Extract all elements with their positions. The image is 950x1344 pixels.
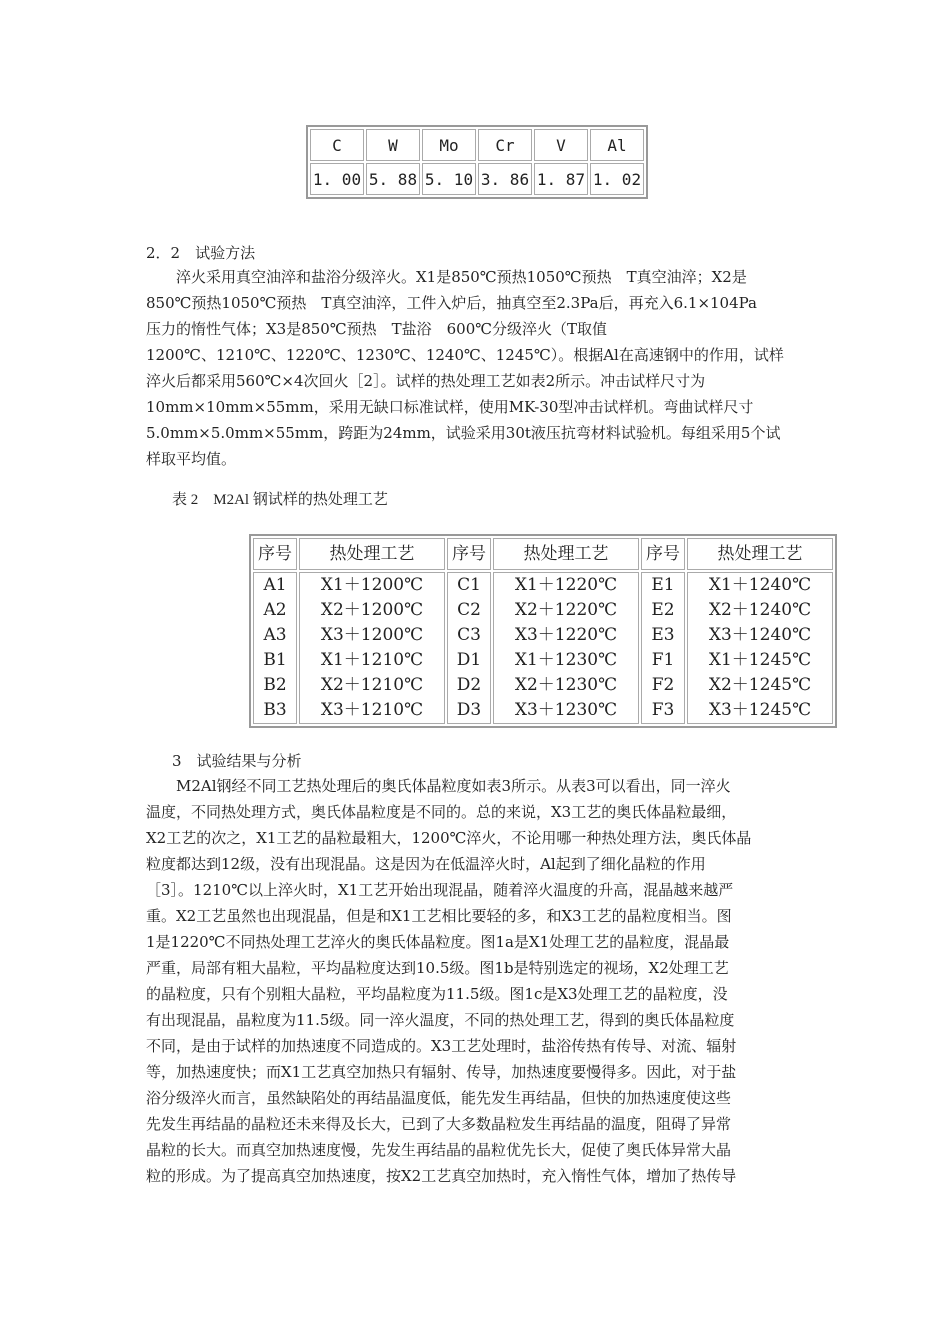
seq-cell: B1 xyxy=(263,650,287,670)
paragraph-line: 等，加热速度快；而X1工艺真空加热只有辐射、传导，加热速度要慢得多。因此，对于盐 xyxy=(146,1063,737,1081)
process-cell: X3＋1210℃ xyxy=(320,700,424,720)
composition-table xyxy=(306,125,648,199)
seq-column xyxy=(447,572,491,724)
seq-cell: F3 xyxy=(651,700,675,720)
section-heading-2-2: 2．2 试验方法 xyxy=(146,244,256,262)
process-cell: X1＋1245℃ xyxy=(708,650,812,670)
paragraph-line: 不同，是由于试样的加热速度不同造成的。X3工艺处理时，盐浴传热有传导、对流、辐射 xyxy=(146,1037,737,1055)
seq-cell: B2 xyxy=(263,675,287,695)
paragraph-line: 1200℃、1210℃、1220℃、1230℃、1240℃、1245℃）。根据Al在高速钢中的作用，试样 xyxy=(146,346,784,364)
process-cell: X1＋1220℃ xyxy=(514,575,618,595)
table-2-caption: 表 2 M2Al 钢试样的热处理工艺 xyxy=(172,492,388,508)
seq-cell: E2 xyxy=(651,600,675,620)
composition-value-cell: 1. 00 xyxy=(310,163,364,195)
process-cell: X3＋1220℃ xyxy=(514,625,618,645)
composition-header-row xyxy=(310,129,644,161)
seq-cell: D2 xyxy=(456,675,482,695)
seq-cell: C1 xyxy=(457,575,481,595)
paragraph-line: ［3］。1210℃以上淬火时，X1工艺开始出现混晶，随着淬火温度的升高，混晶越来越严 xyxy=(146,881,734,899)
paragraph-line: 晶粒的长大。而真空加热速度慢，先发生再结晶的晶粒优先长大，促使了奥氏体异常大晶 xyxy=(146,1141,732,1159)
composition-header-cell: Cr xyxy=(478,129,532,161)
process-column xyxy=(687,572,833,724)
seq-cell: F2 xyxy=(651,675,675,695)
header-seq: 序号 xyxy=(447,538,491,570)
process-cell: X3＋1245℃ xyxy=(708,700,812,720)
seq-cell: A2 xyxy=(263,600,287,620)
process-cell: X2＋1245℃ xyxy=(708,675,812,695)
paragraph-line: 压力的惰性气体；X3是850℃预热 T盐浴 600℃分级淬火（T取值 xyxy=(146,320,608,338)
paragraph-line: 1是1220℃不同热处理工艺淬火的奥氏体晶粒度。图1a是X1处理工艺的晶粒度，混晶最 xyxy=(146,933,730,951)
process-cell: X1＋1240℃ xyxy=(708,575,812,595)
seq-cell: E1 xyxy=(651,575,675,595)
paragraph-line: 样取平均值。 xyxy=(146,450,237,468)
process-cell: X2＋1230℃ xyxy=(514,675,618,695)
seq-column xyxy=(641,572,685,724)
heat-treatment-body-row xyxy=(253,572,833,724)
process-column xyxy=(493,572,639,724)
process-cell: X3＋1230℃ xyxy=(514,700,618,720)
process-cell: X2＋1240℃ xyxy=(708,600,812,620)
section-3-body xyxy=(146,773,806,1189)
composition-header-cell: Mo xyxy=(422,129,476,161)
seq-cell: A3 xyxy=(263,625,287,645)
paragraph-line: 浴分级淬火而言，虽然缺陷处的再结晶温度低，能先发生再结晶，但快的加热速度使这些 xyxy=(146,1089,732,1107)
paragraph-line: M2Al钢经不同工艺热处理后的奥氏体晶粒度如表3所示。从表3可以看出，同一淬火 xyxy=(176,777,731,795)
process-cell: X1＋1230℃ xyxy=(514,650,618,670)
composition-value-cell: 1. 87 xyxy=(534,163,588,195)
seq-cell: A1 xyxy=(263,575,287,595)
seq-cell: C2 xyxy=(457,600,481,620)
seq-cell: D3 xyxy=(456,700,482,720)
process-cell: X2＋1210℃ xyxy=(320,675,424,695)
process-cell: X3＋1240℃ xyxy=(708,625,812,645)
seq-cell: F1 xyxy=(651,650,675,670)
seq-cell: E3 xyxy=(651,625,675,645)
header-seq: 序号 xyxy=(253,538,297,570)
paragraph-line: 粒度都达到12级，没有出现混晶。这是因为在低温淬火时，Al起到了细化晶粒的作用 xyxy=(146,855,706,873)
composition-header-cell: Al xyxy=(590,129,644,161)
seq-cell: D1 xyxy=(456,650,482,670)
header-process: 热处理工艺 xyxy=(299,538,445,570)
paragraph-line: 淬火后都采用560℃×4次回火［2］。试样的热处理工艺如表2所示。冲击试样尺寸为 xyxy=(146,372,706,390)
header-process: 热处理工艺 xyxy=(687,538,833,570)
paragraph-line: 重。X2工艺虽然也出现混晶，但是和X1工艺相比要轻的多，和X3工艺的晶粒度相当。图 xyxy=(146,907,732,925)
composition-header-cell: C xyxy=(310,129,364,161)
composition-value-row xyxy=(310,163,644,195)
composition-value-cell: 1. 02 xyxy=(590,163,644,195)
seq-cell: B3 xyxy=(263,700,287,720)
composition-value-cell: 5. 10 xyxy=(422,163,476,195)
composition-value-cell: 3. 86 xyxy=(478,163,532,195)
heat-treatment-header-row xyxy=(253,538,833,570)
process-column xyxy=(299,572,445,724)
seq-column xyxy=(253,572,297,724)
process-cell: X3＋1200℃ xyxy=(320,625,424,645)
paragraph-line: 温度，不同热处理方式，奥氏体晶粒度是不同的。总的来说，X3工艺的奥氏体晶粒最细， xyxy=(146,803,737,821)
composition-header-cell: W xyxy=(366,129,420,161)
process-cell: X1＋1200℃ xyxy=(320,575,424,595)
composition-value-cell: 5. 88 xyxy=(366,163,420,195)
paragraph-line: 先发生再结晶的晶粒还未来得及长大，已到了大多数晶粒发生再结晶的温度，阻碍了异常 xyxy=(146,1115,732,1133)
seq-cell: C3 xyxy=(457,625,481,645)
paragraph-line: 的晶粒度，只有个别粗大晶粒，平均晶粒度为11.5级。图1c是X3处理工艺的晶粒度，没 xyxy=(146,985,728,1003)
heat-treatment-table xyxy=(249,534,837,728)
paragraph-line: 850℃预热1050℃预热 T真空油淬，工件入炉后，抽真空至2.3Pa后，再充入6.1×104Pa xyxy=(146,294,758,312)
process-cell: X2＋1220℃ xyxy=(514,600,618,620)
paragraph-line: 10mm×10mm×55mm，采用无缺口标准试样，使用MK-30型冲击试样机。弯曲试样尺寸 xyxy=(146,398,754,416)
header-process: 热处理工艺 xyxy=(493,538,639,570)
paragraph-line: 粒的形成。为了提高真空加热速度，按X2工艺真空加热时，充入惰性气体，增加了热传导 xyxy=(146,1167,737,1185)
process-cell: X1＋1210℃ xyxy=(320,650,424,670)
paragraph-line: 淬火采用真空油淬和盐浴分级淬火。X1是850℃预热1050℃预热 T真空油淬；X2是 xyxy=(176,268,747,286)
composition-header-cell: V xyxy=(534,129,588,161)
paragraph-line: 有出现混晶，晶粒度为11.5级。同一淬火温度，不同的热处理工艺，得到的奥氏体晶粒度 xyxy=(146,1011,735,1029)
paragraph-line: 5.0mm×5.0mm×55mm，跨距为24mm，试验采用30t液压抗弯材料试验机。每组采用5个试 xyxy=(146,424,781,442)
header-seq: 序号 xyxy=(641,538,685,570)
process-cell: X2＋1200℃ xyxy=(320,600,424,620)
paragraph-line: X2工艺的次之，X1工艺的晶粒最粗大，1200℃淬火，不论用哪一种热处理方法，奥氏体晶 xyxy=(146,829,752,847)
section-heading-3: 3 试验结果与分析 xyxy=(172,752,302,770)
paragraph-line: 严重，局部有粗大晶粒，平均晶粒度达到10.5级。图1b是特别选定的视场，X2处理工艺 xyxy=(146,959,729,977)
section-2-2-body xyxy=(146,264,806,472)
